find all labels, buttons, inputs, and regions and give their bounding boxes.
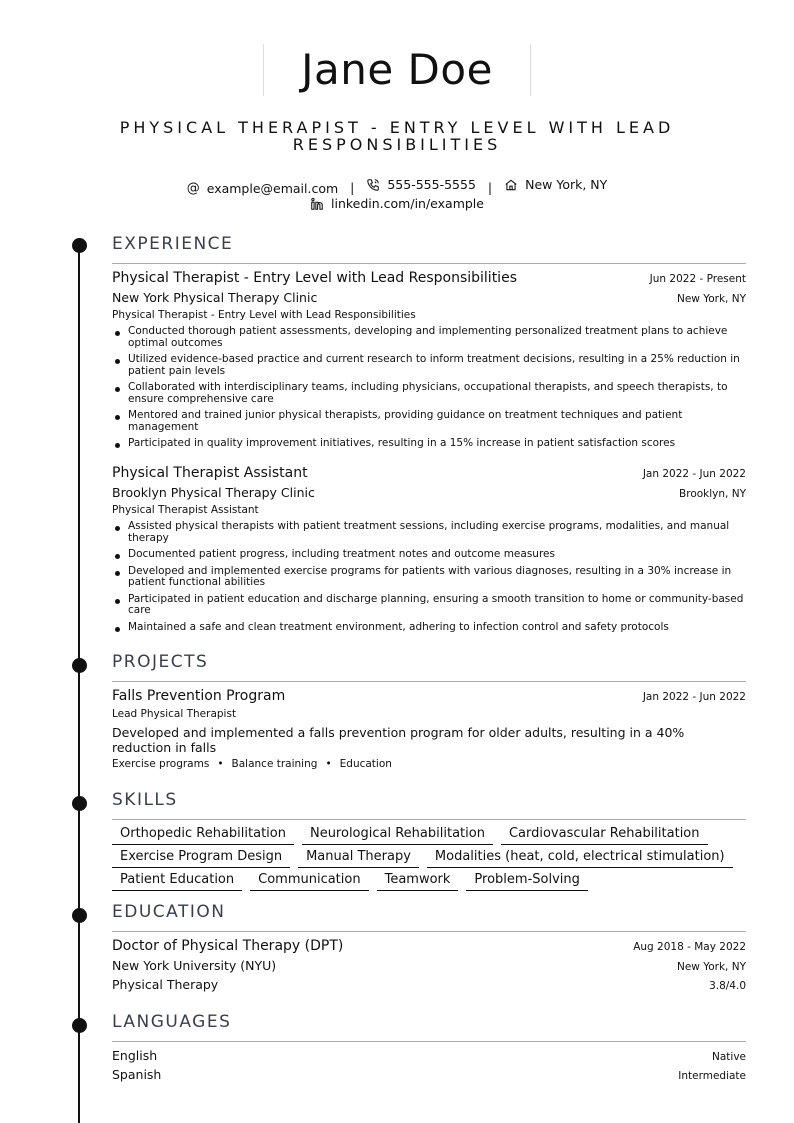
- keyword-separator: •: [217, 758, 224, 770]
- project-dates: Jan 2022 - Jun 2022: [642, 691, 746, 703]
- list-item: Maintained a safe and clean treatment environment, adhering to infection control and safety protocols: [112, 622, 746, 634]
- keyword: Education: [339, 758, 392, 770]
- list-item: Participated in patient education and discharge planning, ensuring a smooth transition to home or community-based care: [112, 594, 746, 617]
- skill-tag: Cardiovascular Rehabilitation: [501, 826, 708, 845]
- name-container: [263, 44, 531, 96]
- location-contact: [504, 176, 607, 194]
- language-row: [112, 1067, 746, 1082]
- timeline-dot: [72, 1018, 87, 1033]
- location-text: New York, NY: [525, 177, 608, 192]
- education-dates: Aug 2018 - May 2022: [633, 941, 746, 953]
- skill-row: [112, 872, 746, 891]
- language-level: Native: [712, 1051, 746, 1063]
- phone-icon: [366, 178, 380, 192]
- list-item: Assisted physical therapists with patient treatment sessions, including exercise programs, modalities, and manual therapy: [112, 521, 746, 544]
- list-item: Conducted thorough patient assessments, developing and implementing personalized treatment plans to achieve optimal outcomes: [112, 326, 746, 349]
- field-of-study: Physical Therapy: [112, 977, 219, 992]
- list-item: Mentored and trained junior physical therapists, providing guidance on treatment techniques and patient management: [112, 410, 746, 433]
- skill-tag: Communication: [250, 872, 368, 891]
- language-name: English: [112, 1048, 158, 1063]
- education-field-row: [112, 977, 746, 992]
- language-name: Spanish: [112, 1067, 162, 1082]
- project-role-row: [112, 708, 746, 720]
- timeline-line: [78, 240, 80, 1123]
- skill-row: [112, 826, 746, 845]
- keyword: Balance training: [231, 758, 318, 770]
- list-item: Developed and implemented exercise programs for patients with various diagnoses, resulting in a 30% increase in patient functional abilities: [112, 566, 746, 589]
- section-divider: [112, 1041, 746, 1042]
- skill-row: [112, 849, 746, 868]
- candidate-name: Jane Doe: [301, 45, 493, 94]
- list-item: Utilized evidence-based practice and current research to inform treatment decisions, resulting in a 25% reduction in patient pain levels: [112, 354, 746, 377]
- section-divider: [112, 819, 746, 820]
- project-description: Developed and implemented a falls prevention program for older adults, resulting in a 40% reduction in falls: [112, 725, 685, 755]
- project-name: Falls Prevention Program: [112, 688, 286, 704]
- language-level: Intermediate: [678, 1070, 746, 1082]
- job-title: Physical Therapist - Entry Level with Lead Responsibilities: [112, 270, 517, 286]
- contact-line-2: [0, 195, 794, 216]
- phone-contact[interactable]: [366, 176, 476, 194]
- skills-list: [112, 826, 746, 895]
- linkedin-icon: [310, 197, 324, 211]
- section-divider: [112, 263, 746, 264]
- section-title-skills: SKILLS: [112, 790, 178, 810]
- separator: |: [487, 180, 493, 195]
- keyword-separator: •: [325, 758, 332, 770]
- project-header: [112, 688, 746, 704]
- headline: PHYSICAL THERAPIST - ENTRY LEVEL WITH LEAD RESPONSIBILITIES: [119, 118, 675, 154]
- skill-tag: Exercise Program Design: [112, 849, 290, 868]
- section-title-experience: EXPERIENCE: [112, 234, 234, 254]
- skill-tag: Teamwork: [377, 872, 459, 891]
- email-text: example@email.com: [206, 181, 339, 196]
- skill-tag: Orthopedic Rehabilitation: [112, 826, 294, 845]
- timeline-dot: [72, 908, 87, 923]
- job-title: Physical Therapist Assistant: [112, 465, 308, 481]
- section-title-projects: PROJECTS: [112, 652, 209, 672]
- timeline-dot: [72, 796, 87, 811]
- list-item: Collaborated with interdisciplinary teams, including physicians, occupational therapists, and speech therapists, to ensure comprehensive care: [112, 382, 746, 405]
- timeline-dot: [72, 658, 87, 673]
- gpa: 3.8/4.0: [709, 980, 746, 992]
- section-divider: [112, 931, 746, 932]
- skill-tag: Modalities (heat, cold, electrical stimulation): [427, 849, 733, 868]
- job-location: Brooklyn, NY: [679, 488, 746, 500]
- language-row: [112, 1048, 746, 1063]
- skill-tag: Problem-Solving: [466, 872, 587, 891]
- separator: |: [350, 180, 355, 195]
- job-dates: Jan 2022 - Jun 2022: [642, 468, 746, 480]
- experience-entry-1-company: [112, 290, 746, 305]
- keyword: Exercise programs: [112, 758, 210, 770]
- project-keywords: [112, 758, 392, 770]
- skill-tag: Neurological Rehabilitation: [302, 826, 493, 845]
- job-dates: Jun 2022 - Present: [649, 273, 746, 285]
- experience-entry-1-bullets: [112, 326, 746, 455]
- experience-entry-1-header: [112, 270, 746, 286]
- degree: Doctor of Physical Therapy (DPT): [112, 938, 344, 954]
- experience-entry-2-header: [112, 465, 746, 481]
- job-role: Physical Therapist Assistant: [112, 504, 259, 516]
- section-title-education: EDUCATION: [112, 902, 226, 922]
- company-name: Brooklyn Physical Therapy Clinic: [112, 485, 315, 500]
- skill-tag: Manual Therapy: [298, 849, 419, 868]
- section-divider: [112, 681, 746, 682]
- job-location: New York, NY: [676, 293, 746, 305]
- education-degree-row: [112, 938, 746, 954]
- job-role: Physical Therapist - Entry Level with Lead Responsibilities: [112, 309, 416, 321]
- list-item: Participated in quality improvement initiatives, resulting in a 15% increase in patient satisfaction scores: [112, 438, 746, 450]
- skill-tag: Patient Education: [112, 872, 242, 891]
- project-role: Lead Physical Therapist: [112, 708, 237, 720]
- linkedin-text: linkedin.com/in/example: [331, 196, 484, 211]
- school-location: New York, NY: [676, 961, 746, 973]
- school-name: New York University (NYU): [112, 958, 277, 973]
- list-item: Documented patient progress, including treatment notes and outcome measures: [112, 549, 746, 561]
- experience-entry-2-bullets: [112, 521, 746, 638]
- home-icon: [504, 178, 518, 192]
- experience-entry-2-company: [112, 485, 746, 500]
- company-name: New York Physical Therapy Clinic: [112, 290, 318, 305]
- education-school-row: [112, 958, 746, 973]
- phone-text: 555-555-5555: [387, 177, 476, 192]
- at-icon: @: [186, 181, 200, 196]
- experience-entry-2-role: [112, 504, 746, 516]
- linkedin-contact[interactable]: [310, 195, 484, 213]
- experience-entry-1-role: [112, 309, 746, 321]
- timeline-dot: [72, 238, 87, 253]
- section-title-languages: LANGUAGES: [112, 1012, 232, 1032]
